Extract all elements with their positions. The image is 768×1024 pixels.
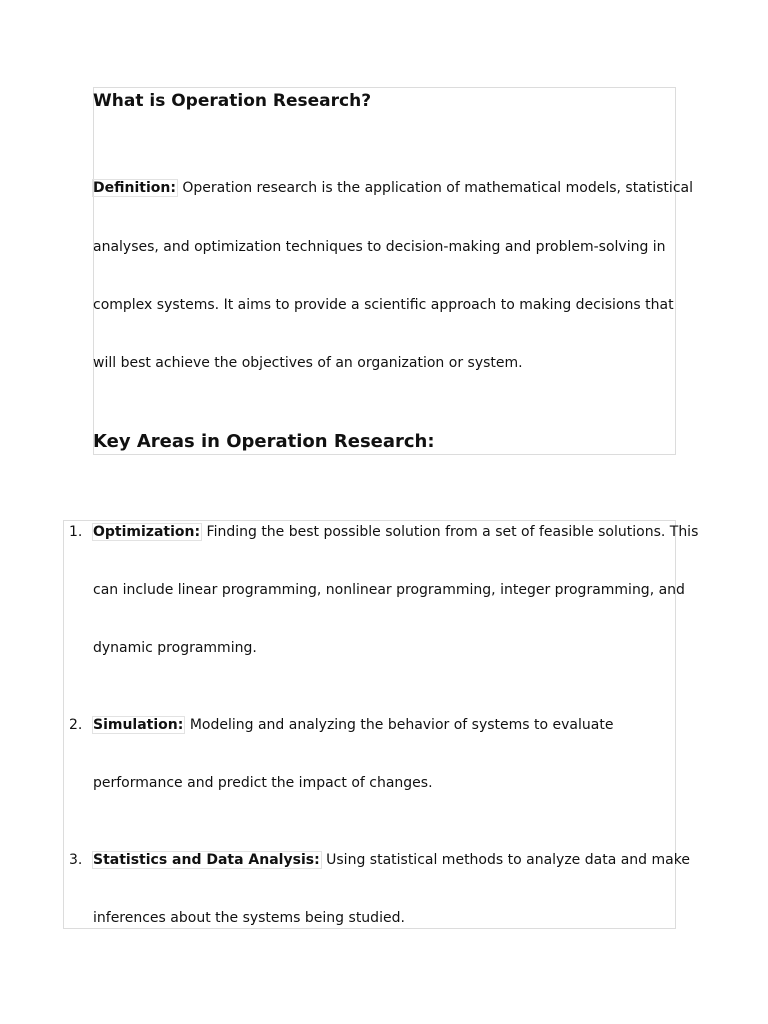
definition-text: Operation research is the application of mathematical models, statistical	[182, 180, 693, 196]
list-item-text: Finding the best possible solution from a set of feasible solutions. This	[206, 524, 699, 540]
list-item-text: dynamic programming.	[93, 640, 257, 656]
definition-line: will best achieve the objectives of an organization or system.	[93, 355, 523, 371]
list-item-number: 2.	[69, 717, 83, 733]
definition-line: analyses, and optimization techniques to decision-making and problem-solving in	[93, 239, 666, 255]
intro-section-box	[93, 87, 676, 455]
list-item-text: performance and predict the impact of changes.	[93, 775, 433, 791]
definition-line: complex systems. It aims to provide a scientific approach to making decisions that	[93, 297, 674, 313]
list-item-text: inferences about the systems being studied.	[93, 910, 405, 926]
list-item-number: 1.	[69, 524, 83, 540]
list-item-term: Optimization:	[93, 524, 201, 540]
list-item	[93, 850, 690, 870]
list-item-number: 3.	[69, 852, 83, 868]
key-areas-heading: Key Areas in Operation Research:	[93, 431, 435, 452]
definition-term: Definition:	[93, 180, 176, 196]
page-title: What is Operation Research?	[93, 91, 372, 111]
list-item-term: Simulation:	[93, 717, 184, 733]
list-item-text: Modeling and analyzing the behavior of systems to evaluate	[189, 717, 614, 733]
list-item-term: Statistics and Data Analysis:	[93, 852, 320, 868]
list-item-text: Using statistical methods to analyze data and make	[326, 852, 690, 868]
definition-line	[93, 178, 693, 198]
list-item-text: can include linear programming, nonlinear programming, integer programming, and	[93, 582, 685, 598]
list-item	[93, 715, 613, 735]
list-item	[93, 522, 698, 542]
